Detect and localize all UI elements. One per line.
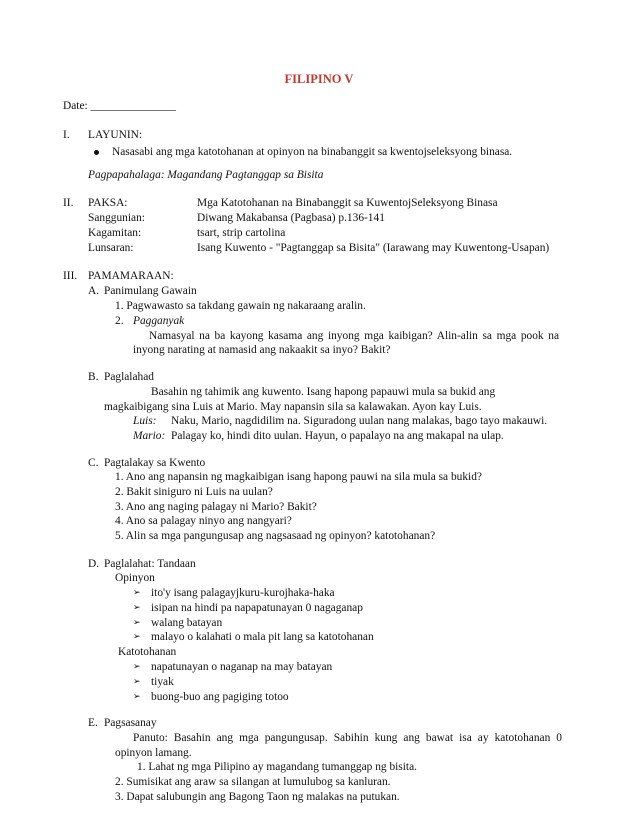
lunsaran-label: Lunsaran: — [88, 242, 134, 254]
part-b-paragraph-line-1: Basahin ng tahimik ang kuwento. Isang hapong papauwi mula sa bukid ang — [151, 386, 496, 398]
kagamitan-value: tsart, strip cartolina — [197, 227, 286, 239]
part-b-letter: B. — [88, 371, 99, 383]
instructions-line-2: opinyon lamang. — [115, 747, 192, 759]
part-c-heading: Pagtalakay sa Kwento — [104, 457, 206, 469]
arrow-bullet-icon: ➢ — [133, 662, 141, 672]
dialogue-line-mario: Palagay ko, hindi dito uulan. Hayun, o papalayo na ang makapal na ulap. — [171, 430, 504, 442]
part-d-heading: Paglalahat: Tandaan — [104, 558, 196, 570]
kagamitan-label: Kagamitan: — [88, 227, 142, 239]
part-a-heading: Panimulang Gawain — [104, 285, 197, 297]
question-3: 3. Ano ang naging palagay ni Mario? Bakit? — [115, 501, 317, 513]
instructions-line-1: Panuto: Basahin ang mga pangungusap. Sabihin kung ang bawat isa ay katotohanan 0 — [133, 732, 562, 744]
opinyon-item-3: walang batayan — [151, 617, 223, 629]
katotohanan-item-3: buong-buo ang pagiging totoo — [151, 691, 289, 703]
part-a-paragraph-line-2: inyong narating at namasid ang nakaakit sa inyo? Bakit? — [133, 344, 391, 356]
part-b-paragraph-line-2: magkaibigang sina Luis at Mario. May napansin sila sa kalawakan. Ayon kay Luis. — [104, 401, 482, 413]
arrow-bullet-icon: ➢ — [133, 618, 141, 628]
question-1: 1. Ano ang napansin ng magkaibigan isang hapong pauwi na sila mula sa bukid? — [115, 471, 482, 483]
arrow-bullet-icon: ➢ — [133, 603, 141, 613]
katotohanan-item-1: napatunayan o naganap na may batayan — [151, 661, 333, 673]
lunsaran-value: Isang Kuwento - "Pagtanggap sa Bisita" (Iarawang may Kuwentong-Usapan) — [197, 242, 550, 254]
section-iii-heading: PAMAMARAAN: — [88, 270, 174, 282]
sanggunian-label: Sanggunian: — [88, 212, 145, 224]
part-e-letter: E. — [88, 717, 98, 729]
opinyon-item-2: isipan na hindi pa napapatunayan 0 nagaganap — [151, 602, 363, 614]
section-i-number: I. — [63, 129, 70, 141]
sanggunian-value: Diwang Makabansa (Pagbasa) p.136-141 — [197, 212, 385, 224]
exercise-item-2: 2. Sumisikat ang araw sa silangan at lumulubog sa kanluran. — [115, 776, 391, 788]
bullet-icon — [94, 150, 99, 155]
question-4: 4. Ano sa palagay ninyo ang nangyari? — [115, 515, 292, 527]
part-a-paragraph-line-1: Namasyal na ba kayong kasama ang inyong mga kaibigan? Alin-alin sa mga pook na — [149, 330, 559, 342]
value-text: Pagpapahalaga: Magandang Pagtanggap sa Bisita — [88, 169, 324, 181]
date-field: Date: _______________ — [63, 100, 176, 112]
dialogue-line-luis: Naku, Mario, nagdidilim na. Siguradong uulan nang malakas, bago tayo makauwi. — [171, 415, 548, 427]
opinyon-label: Opinyon — [115, 572, 155, 584]
opinyon-item-1: ito'y isang palagayjkuru-kurojhaka-haka — [151, 587, 335, 599]
paksa-value: Mga Katotohanan na Binabanggit sa KuwentojSeleksyong Binasa — [197, 197, 498, 209]
arrow-bullet-icon: ➢ — [133, 588, 141, 598]
katotohanan-label: Katotohanan — [118, 646, 177, 658]
question-2: 2. Bakit siniguro ni Luis na uulan? — [115, 486, 273, 498]
arrow-bullet-icon: ➢ — [133, 677, 141, 687]
opinyon-item-4: malayo o kalahati o mala pit lang sa katotohanan — [151, 631, 374, 643]
exercise-item-1: 1. Lahat ng mga Pilipino ay magandang tumanggap ng bisita. — [137, 761, 417, 773]
page-title: FILIPINO V — [284, 72, 354, 86]
section-iii-number: III. — [63, 270, 78, 282]
dialogue-speaker-luis: Luis: — [133, 415, 157, 427]
objective-text: Nasasabi ang mga katotohanan at opinyon na binabanggit sa kwentojseleksyong binasa. — [112, 146, 513, 158]
question-5: 5. Alin sa mga pangungusap ang nagsasaad ng opinyon? katotohanan? — [115, 530, 436, 542]
paksa-label: PAKSA: — [88, 197, 128, 209]
part-a-item-2: Pagganyak — [133, 315, 185, 327]
part-a-item-2-number: 2. — [115, 315, 124, 327]
arrow-bullet-icon: ➢ — [133, 632, 141, 642]
section-ii-number: II. — [63, 197, 74, 209]
part-d-letter: D. — [88, 558, 100, 570]
katotohanan-item-2: tiyak — [151, 676, 174, 688]
part-c-letter: C. — [88, 457, 99, 469]
part-a-letter: A. — [88, 285, 100, 297]
part-e-heading: Pagsasanay — [104, 717, 157, 729]
exercise-item-3: 3. Dapat salubungin ang Bagong Taon ng malakas na putukan. — [115, 791, 400, 803]
dialogue-speaker-mario: Mario: — [133, 430, 166, 442]
arrow-bullet-icon: ➢ — [133, 692, 141, 702]
part-b-heading: Paglalahad — [104, 371, 154, 383]
section-i-heading: LAYUNIN: — [88, 129, 142, 141]
part-a-item-1: 1. Pagwawasto sa takdang gawain ng nakaraang aralin. — [115, 300, 366, 312]
